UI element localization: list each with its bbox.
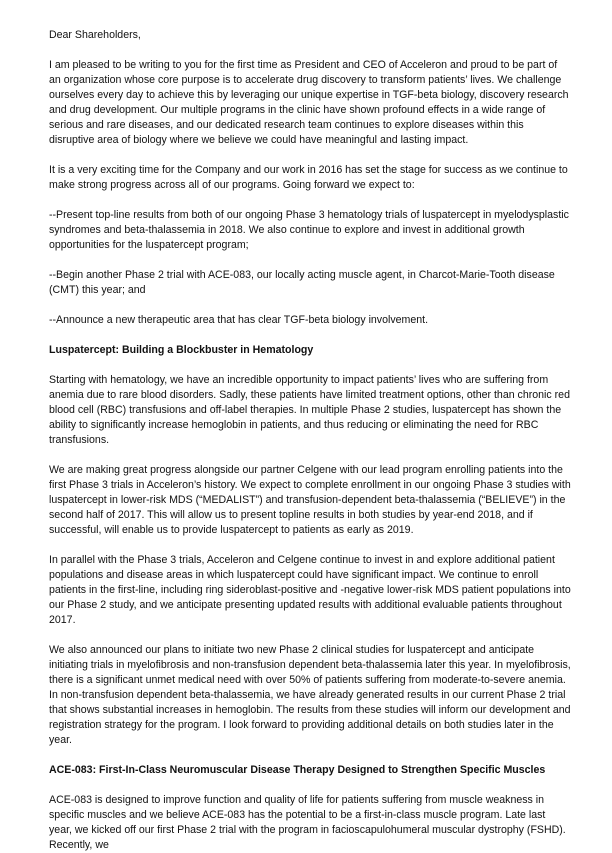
outlook-paragraph: It is a very exciting time for the Company and our work in 2016 has set the stage for success as we continue to make strong progress across all of our programs. Going forward we expect to:	[49, 164, 568, 191]
expectation-item: --Announce a new therapeutic area that has clear TGF-beta biology involvement.	[49, 314, 429, 326]
expectation-item: --Present top-line results from both of our ongoing Phase 3 hematology trials of luspatercept in myelodysplastic syndromes and beta-thalassemia in 2018. We also continue to explore and invest in additional growth opportunities for the luspatercept program;	[49, 209, 569, 251]
expectation-item: --Begin another Phase 2 trial with ACE-083, our locally acting muscle agent, in Charcot-Marie-Tooth disease (CMT) this year; and	[49, 269, 555, 296]
luspatercept-paragraph: In parallel with the Phase 3 trials, Acceleron and Celgene continue to invest in and explore additional patient populations and disease areas in which luspatercept could have significant impact. We continue to enroll patients in the first-line, including ring sideroblast-positive and -negative lower-risk MDS patient populations into our Phase 2 study, and we anticipate presenting updated results with additional evaluable patients throughout 2017.	[49, 554, 571, 626]
ace083-paragraph: ACE-083 is designed to improve function and quality of life for patients suffering from muscle weakness in specific muscles and we believe ACE-083 has the potential to be a first-in-class muscle program. Late last year, we kicked off our first Phase 2 trial with the program in facioscapulohumeral muscular dystrophy (FSHD). Recently, we	[49, 794, 566, 851]
intro-paragraph: I am pleased to be writing to you for the first time as President and CEO of Acceleron and proud to be part of an organization whose core purpose is to accelerate drug discovery to transform patients’ lives. We challenge ourselves every day to achieve this by leveraging our unique expertise in TGF-beta biology, discovery research and drug development. Our multiple programs in the clinic have shown profound effects in a wide range of serious and rare diseases, and our dedicated research team continues to explore diseases within this disruptive area of biology where we believe we could have meaningful and lasting impact.	[49, 59, 569, 146]
section-heading-ace083: ACE-083: First-In-Class Neuromuscular Disease Therapy Designed to Strengthen Specific Muscles	[49, 764, 546, 776]
salutation: Dear Shareholders,	[49, 29, 141, 41]
luspatercept-paragraph: We are making great progress alongside our partner Celgene with our lead program enrolling patients into the first Phase 3 trials in Acceleron’s history. We expect to complete enrollment in our ongoing Phase 3 studies with luspatercept in lower-risk MDS (“MEDALIST”) and transfusion-dependent beta-thalassemia (“BELIEVE”) in the second half of 2017. This will allow us to present topline results in both studies by year-end 2018, and if successful, will enable us to provide luspatercept to patients as early as 2019.	[49, 464, 571, 536]
luspatercept-paragraph: Starting with hematology, we have an incredible opportunity to impact patients’ lives who are suffering from anemia due to rare blood disorders. Sadly, these patients have limited treatment options, other than chronic red blood cell (RBC) transfusions and off-label therapies. In multiple Phase 2 studies, luspatercept has shown the ability to significantly increase hemoglobin in patients, and thus reducing or eliminating the need for RBC transfusions.	[49, 374, 570, 446]
luspatercept-paragraph: We also announced our plans to initiate two new Phase 2 clinical studies for luspatercept and anticipate initiating trials in myelofibrosis and non-transfusion dependent beta-thalassemia later this year. In myelofibrosis, there is a significant unmet medical need with over 50% of patients suffering from moderate-to-severe anemia. In non-transfusion dependent beta-thalassemia, we have already generated results in our current Phase 2 trial that shows substantial increases in hemoglobin. The results from these studies will inform our development and registration strategy for the program. I look forward to providing additional details on both studies later in the year.	[49, 644, 571, 746]
letter-page	[49, 28, 571, 853]
section-heading-luspatercept: Luspatercept: Building a Blockbuster in Hematology	[49, 344, 314, 356]
